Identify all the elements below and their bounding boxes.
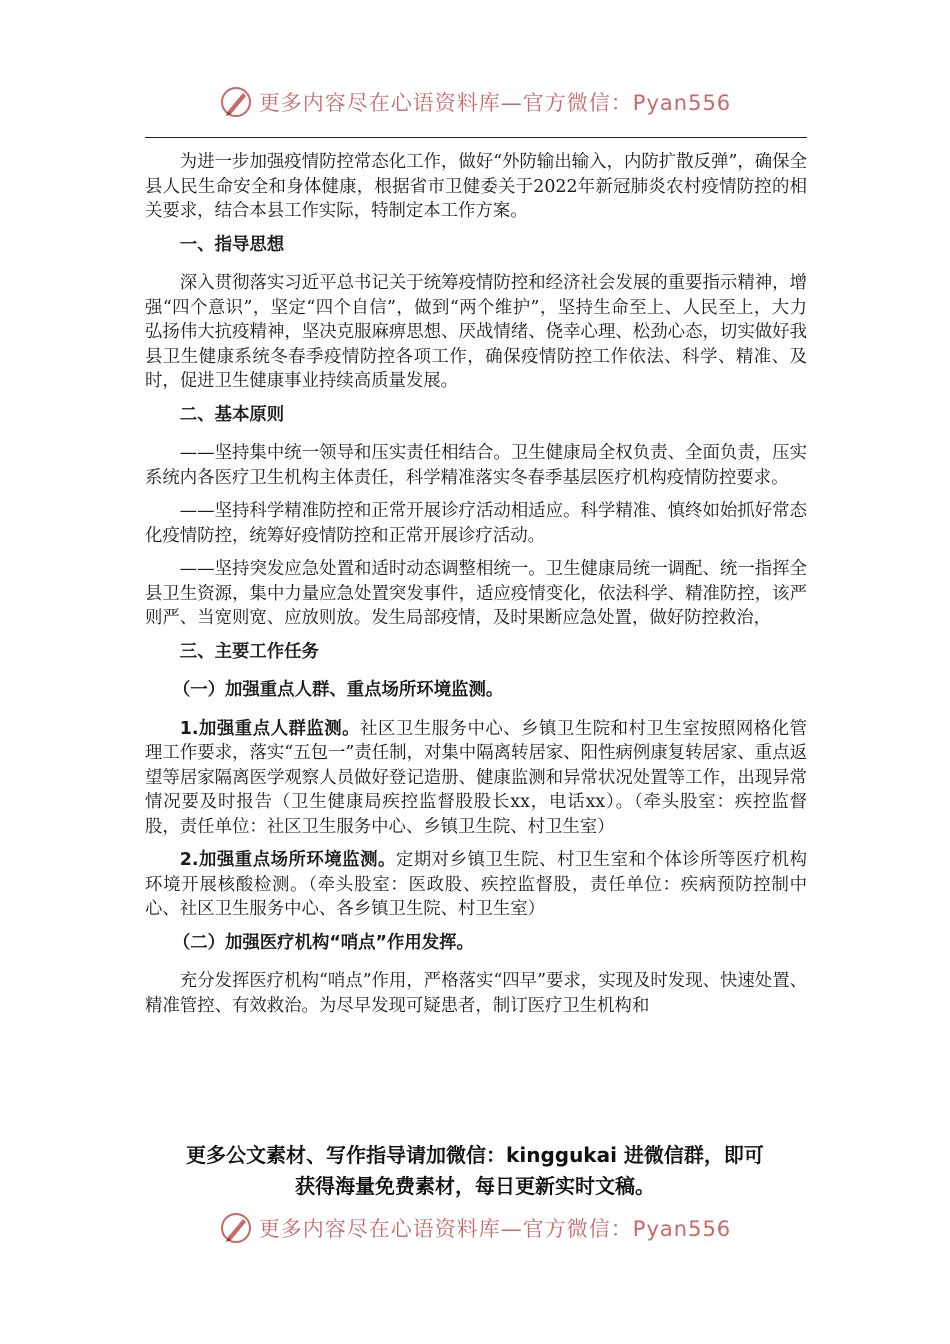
section3-heading: 三、主要工作任务: [179, 641, 319, 662]
item1-lead: 1.加强重点人群监测。: [179, 718, 361, 739]
promo-line2: 获得海量免费素材，每日更新实时文稿。: [295, 1174, 655, 1198]
promo-notice: [100, 1140, 850, 1202]
promo-line1: 更多公文素材、写作指导请加微信：kinggukai 进微信群，即可: [186, 1143, 764, 1167]
pen-circle-logo-icon: [219, 1211, 253, 1245]
document-body: [145, 150, 807, 1027]
principle3-paragraph: ——坚持突发应急处置和适时动态调整相统一。卫生健康局统一调配、统一指挥全县卫生资源，集中力量应急处置突发事件，适应疫情变化，依法科学、精准防控，该严则严、当宽则宽、应放则放。发生局部疫情，及时果断应急处置，做好防控救治，: [145, 559, 807, 628]
header-banner-text: 更多内容尽在心语资料库—官方微信：Pyan556: [258, 91, 732, 115]
principle1-paragraph: ——坚持集中统一领导和压实责任相结合。卫生健康局全权负责、全面负责，压实系统内各医疗卫生机构主体责任，科学精准落实冬春季基层医疗机构疫情防控要求。: [145, 443, 807, 488]
item1-paragraph: [145, 717, 807, 840]
item1-text: 社区卫生服务中心、乡镇卫生院和村卫生室按照网格化管理工作要求，落实“五包一”责任制，对集中隔离转居家、阳性病例康复转居家、重点返望等居家隔离医学观察人员做好登记造册、健康监测和异常状况处置等工作，出现异常情况要及时报告（卫生健康局疾控监督股股长xx，电话xx）。（牵头股室：疾控监督股，责任单位：社区卫生服务中心、乡镇卫生院、村卫生室）: [145, 718, 807, 837]
principle2-paragraph: ——坚持科学精准防控和正常开展诊疗活动相适应。科学精准、慎终如始抓好常态化疫情防控，统筹好疫情防控和正常开展诊疗活动。: [145, 501, 807, 546]
item2-text: 定期对乡镇卫生院、村卫生室和个体诊所等医疗机构环境开展核酸检测。（牵头股室：医政股、疾控监督股，责任单位：疾病预防控制中心、社区卫生服务中心、各乡镇卫生院、村卫生室）: [145, 850, 807, 919]
footer-banner: [0, 1208, 950, 1248]
item2-lead: 2.加强重点场所环境监测。: [179, 850, 396, 870]
item2-paragraph: [145, 848, 807, 922]
subsection2-heading: （二）加强医疗机构“哨点”作用发挥。: [172, 932, 474, 953]
section1-paragraph: 深入贯彻落实习近平总书记关于统筹疫情防控和经济社会发展的重要指示精神，增强“四个意识”，坚定“四个自信”，做到“两个维护”，坚持生命至上、人民至上，大力弘扬伟大抗疫精神，坚决克服麻痹思想、厌战情绪、侥幸心理、松劲心态，切实做好我县卫生健康系统冬春季疫情防控各项工作，确保疫情防控工作依法、科学、精准、及时，促进卫生健康事业持续高质量发展。: [145, 273, 807, 391]
intro-paragraph: 为进一步加强疫情防控常态化工作，做好“外防输出输入，内防扩散反弹”，确保全县人民生命安全和身体健康，根据省市卫健委关于2022年新冠肺炎农村疫情防控的相关要求，结合本县工作实际，特制定本工作方案。: [145, 152, 807, 221]
subsection2-paragraph: 充分发挥医疗机构“哨点”作用，严格落实“四早”要求，实现及时发现、快速处置、精准管控、有效救治。为尽早发现可疑患者，制订医疗卫生机构和: [145, 971, 807, 1016]
header-banner: [0, 82, 950, 122]
footer-banner-text: 更多内容尽在心语资料库—官方微信：Pyan556: [258, 1217, 732, 1241]
subsection1-heading: （一）加强重点人群、重点场所环境监测。: [172, 680, 504, 700]
section1-heading: 一、指导思想: [179, 234, 285, 255]
header-divider: [145, 137, 807, 138]
section2-heading: 二、基本原则: [179, 404, 285, 425]
pen-circle-logo-icon: [219, 85, 253, 119]
